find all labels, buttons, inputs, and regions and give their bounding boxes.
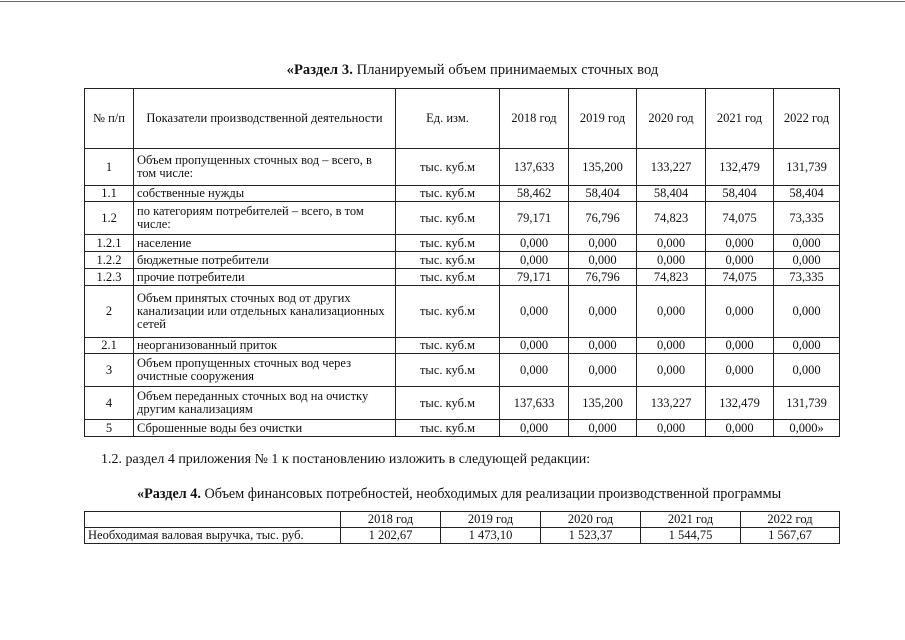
row-unit: тыс. куб.м [396,286,500,338]
table-row [85,252,840,269]
row-value: 0,000 [637,252,706,269]
row-indicator: Объем принятых сточных вод от других канализации или отдельных канализационных сетей [134,286,396,338]
section4-value-2021: 1 544,75 [641,528,741,544]
row-value: 0,000 [706,420,774,437]
table-row [85,420,840,437]
section4-year-2019: 2019 год [441,512,541,528]
header-year-2021: 2021 год [706,89,774,149]
row-value: 0,000» [774,420,840,437]
row-number: 1.2.3 [85,269,134,286]
row-value: 76,796 [569,269,637,286]
row-value: 0,000 [500,252,569,269]
row-value: 0,000 [774,252,840,269]
row-value: 58,404 [569,186,637,202]
row-unit: тыс. куб.м [396,354,500,387]
header-year-2022: 2022 год [774,89,840,149]
row-unit: тыс. куб.м [396,269,500,286]
row-value: 0,000 [500,235,569,252]
table-row [85,269,840,286]
row-value: 74,823 [637,202,706,235]
row-value: 133,227 [637,387,706,420]
section3-table-body [85,149,840,437]
row-number: 4 [85,387,134,420]
section4-table [84,511,840,544]
row-value: 137,633 [500,149,569,186]
section4-year-2020: 2020 год [541,512,641,528]
row-indicator: по категориям потребителей – всего, в том числе: [134,202,396,235]
row-unit: тыс. куб.м [396,186,500,202]
header-year-2020: 2020 год [637,89,706,149]
header-unit: Ед. изм. [396,89,500,149]
table-row [85,235,840,252]
row-value: 0,000 [637,338,706,354]
row-value: 58,404 [774,186,840,202]
row-value: 133,227 [637,149,706,186]
row-value: 58,404 [637,186,706,202]
row-value: 0,000 [774,286,840,338]
row-indicator: Объем переданных сточных вод на очистку другим канализациям [134,387,396,420]
row-value: 74,075 [706,202,774,235]
row-value: 0,000 [569,252,637,269]
page-top-border [0,1,905,2]
section4-year-2022: 2022 год [741,512,840,528]
amendment-paragraph: 1.2. раздел 4 приложения № 1 к постановлению изложить в следующей редакции: [101,452,591,467]
row-value: 79,171 [500,202,569,235]
row-number: 1.2.2 [85,252,134,269]
table-header-row [85,89,840,149]
row-value: 74,075 [706,269,774,286]
row-value: 132,479 [706,149,774,186]
header-indicator: Показатели производственной деятельности [134,89,396,149]
table-row [85,186,840,202]
row-value: 0,000 [774,354,840,387]
row-indicator: Объем пропущенных сточных вод – всего, в том числе: [134,149,396,186]
row-unit: тыс. куб.м [396,149,500,186]
header-num: № п/п [85,89,134,149]
row-value: 76,796 [569,202,637,235]
row-value: 0,000 [774,235,840,252]
row-value: 0,000 [706,286,774,338]
row-value: 58,404 [706,186,774,202]
row-value: 0,000 [500,420,569,437]
row-value: 0,000 [706,235,774,252]
row-value: 135,200 [569,387,637,420]
row-unit: тыс. куб.м [396,235,500,252]
section4-header-row [85,512,840,528]
row-unit: тыс. куб.м [396,252,500,269]
row-indicator: прочие потребители [134,269,396,286]
row-value: 0,000 [706,354,774,387]
row-value: 131,739 [774,387,840,420]
row-value: 0,000 [637,286,706,338]
section4-value-2020: 1 523,37 [541,528,641,544]
row-value: 0,000 [500,338,569,354]
row-value: 132,479 [706,387,774,420]
row-value: 137,633 [500,387,569,420]
row-number: 2 [85,286,134,338]
table-row [85,202,840,235]
row-value: 0,000 [569,338,637,354]
section4-value-2018: 1 202,67 [341,528,441,544]
row-value: 0,000 [637,235,706,252]
table-row [85,354,840,387]
row-value: 0,000 [706,338,774,354]
header-year-2018: 2018 год [500,89,569,149]
row-value: 0,000 [637,420,706,437]
section4-value-2019: 1 473,10 [441,528,541,544]
row-value: 0,000 [637,354,706,387]
section4-header-blank [85,512,341,528]
row-value: 0,000 [500,286,569,338]
row-value: 73,335 [774,202,840,235]
row-number: 1.2.1 [85,235,134,252]
row-value: 0,000 [569,354,637,387]
header-year-2019: 2019 год [569,89,637,149]
table-row [85,286,840,338]
section4-data-row [85,528,840,544]
row-value: 74,823 [637,269,706,286]
row-number: 1.1 [85,186,134,202]
row-number: 1.2 [85,202,134,235]
row-value: 0,000 [569,420,637,437]
row-unit: тыс. куб.м [396,202,500,235]
section4-year-2018: 2018 год [341,512,441,528]
table-row [85,387,840,420]
section4-title: «Раздел 4. Объем финансовых потребностей, необходимых для реализации производственной программы [137,486,782,502]
section3-title: «Раздел 3. Планируемый объем принимаемых сточных вод [286,62,659,78]
row-number: 5 [85,420,134,437]
row-indicator: неорганизованный приток [134,338,396,354]
row-value: 0,000 [500,354,569,387]
table-row [85,149,840,186]
row-number: 3 [85,354,134,387]
row-unit: тыс. куб.м [396,338,500,354]
row-value: 0,000 [706,252,774,269]
row-indicator: Объем пропущенных сточных вод через очистные сооружения [134,354,396,387]
row-value: 0,000 [569,286,637,338]
row-value: 73,335 [774,269,840,286]
table-row [85,338,840,354]
section4-value-2022: 1 567,67 [741,528,840,544]
row-indicator: бюджетные потребители [134,252,396,269]
row-value: 79,171 [500,269,569,286]
row-indicator: собственные нужды [134,186,396,202]
row-unit: тыс. куб.м [396,387,500,420]
row-number: 2.1 [85,338,134,354]
row-value: 135,200 [569,149,637,186]
section4-year-2021: 2021 год [641,512,741,528]
row-unit: тыс. куб.м [396,420,500,437]
row-value: 0,000 [774,338,840,354]
row-value: 131,739 [774,149,840,186]
row-indicator: Сброшенные воды без очистки [134,420,396,437]
section3-table [84,88,840,437]
row-indicator: население [134,235,396,252]
row-number: 1 [85,149,134,186]
row-value: 0,000 [569,235,637,252]
row-value: 58,462 [500,186,569,202]
section4-row-name: Необходимая валовая выручка, тыс. руб. [85,528,341,544]
